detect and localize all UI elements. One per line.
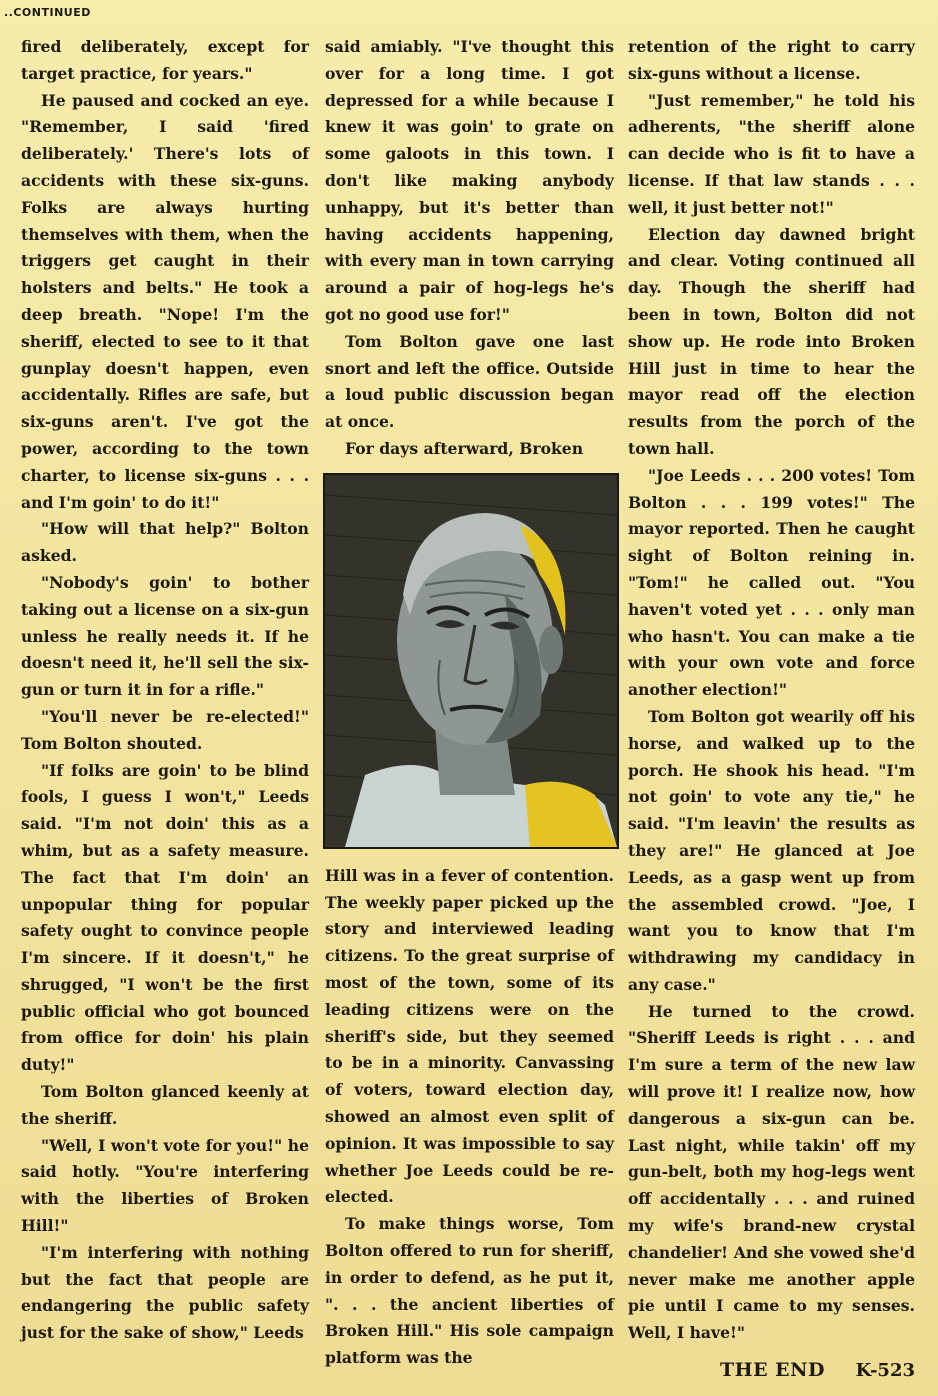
portrait-of-old-man-icon — [325, 475, 617, 847]
paragraph: He paused and cocked an eye. "Remember, I said 'fired deliberately.' There's lots of accidents with these six-guns. Folks are always hurting themselves with them, when the triggers get caught in their holsters and belts." He took a deep breath. "Nope! I'm the sheriff, elected to see to it that gunplay doesn't happen, even accidentally. Rifles are safe, but six-guns aren't. I've got the power, according to the town charter, to license six-guns . . . and I'm goin' to do it!" — [21, 90, 309, 512]
text-column-2 — [325, 34, 614, 1372]
paragraph: "How will that help?" Bolton asked. — [21, 519, 309, 566]
text-column-3 — [628, 34, 915, 1385]
paragraph: He turned to the crowd. "Sheriff Leeds is right . . . and I'm sure a term of the new law will prove it! I realize now, how dangerous a six-gun can be. Last night, while takin' off my gun-belt, both my hog-legs went off accidentally . . . and ruined my wife's brand-new crystal chandelier! And she vowed she'd never make me another apple pie until I came to my senses. Well, I have!" — [628, 1001, 915, 1343]
paragraph: said amiably. "I've thought this over for a long time. I got depressed for a while because I knew it was goin' to grate on some galoots in this town. I don't like making anybody unhappy, but it's better than having accidents happening, with every man in town carrying around a pair of hog-legs he's got no good use for!" — [325, 37, 614, 324]
paragraph: Tom Bolton glanced keenly at the sheriff. — [21, 1082, 309, 1128]
continued-label: ..CONTINUED — [4, 6, 91, 19]
text-column-1 — [21, 34, 309, 1347]
paragraph: retention of the right to carry six-guns without a license. — [628, 37, 915, 83]
paragraph: "You'll never be re-elected!" Tom Bolton shouted. — [21, 706, 309, 753]
portrait-illustration — [323, 473, 619, 849]
paragraph: To make things worse, Tom Bolton offered to run for sheriff, in order to defend, as he put it, ". . . the ancient liberties of Broken Hill." His sole campaign platform was the — [325, 1214, 614, 1368]
paragraph: Tom Bolton got wearily off his horse, and walked up to the porch. He shook his head. "I'm not goin' to vote any tie," he said. "I'm leavin' the results as they are!" He glanced at Joe Leeds, as a gasp went up from the assembled crowd. "Joe, I want you to know that I'm withdrawing my candidacy in any case." — [628, 706, 915, 994]
paragraph: "Nobody's goin' to bother taking out a license on a six-gun unless he really needs it. If he doesn't need it, he'll sell the six-gun or turn it in for a rifle." — [21, 572, 309, 700]
paragraph: "Well, I won't vote for you!" he said hotly. "You're interfering with the liberties of Broken Hill!" — [21, 1135, 309, 1236]
paragraph: "I'm interfering with nothing but the fact that people are endangering the public safety just for the sake of show," Leeds — [21, 1242, 309, 1343]
paragraph: "Just remember," he told his adherents, "the sheriff alone can decide who is fit to have a license. If that law stands . . . well, it just better not!" — [628, 90, 915, 217]
story-footer — [628, 1357, 915, 1385]
paragraph: Hill was in a fever of contention. The weekly paper picked up the story and interviewed leading citizens. To the great surprise of most of the town, some of its leading citizens were on the sheriff's side, but they seemed to be in a minority. Canvassing of voters, toward election day, showed an almost even split of opinion. It was impossible to say whether Joe Leeds could be re-elected. — [325, 865, 614, 1207]
paragraph: fired deliberately, except for target practice, for years." — [21, 37, 309, 83]
paragraph: Election day dawned bright and clear. Voting continued all day. Though the sheriff had been in town, Bolton did not show up. He rode into Broken Hill just in time to hear the mayor read off the election results from the porch of the town hall. — [628, 224, 915, 458]
paragraph: Tom Bolton gave one last snort and left the office. Outside a loud public discussion began at once. — [325, 331, 614, 432]
the-end-label: THE END — [720, 1359, 826, 1382]
paragraph: "Joe Leeds . . . 200 votes! Tom Bolton . . . 199 votes!" The mayor reported. Then he caught sight of Bolton reining in. "Tom!" he called out. "You haven't voted yet . . . only man who hasn't. You can make a tie with your own vote and force another election!" — [628, 465, 915, 700]
paragraph: "If folks are goin' to be blind fools, I guess I won't," Leeds said. "I'm not doin' this as a whim, but as a safety measure. The fact that I'm doin' an unpopular thing for popular safety ought to convince people I'm sincere. If it doesn't," he shrugged, "I won't be the first public official who got bounced from office for doin' his plain duty!" — [21, 760, 309, 1075]
story-code: K-523 — [855, 1360, 915, 1382]
paragraph: For days afterward, Broken — [345, 438, 584, 458]
